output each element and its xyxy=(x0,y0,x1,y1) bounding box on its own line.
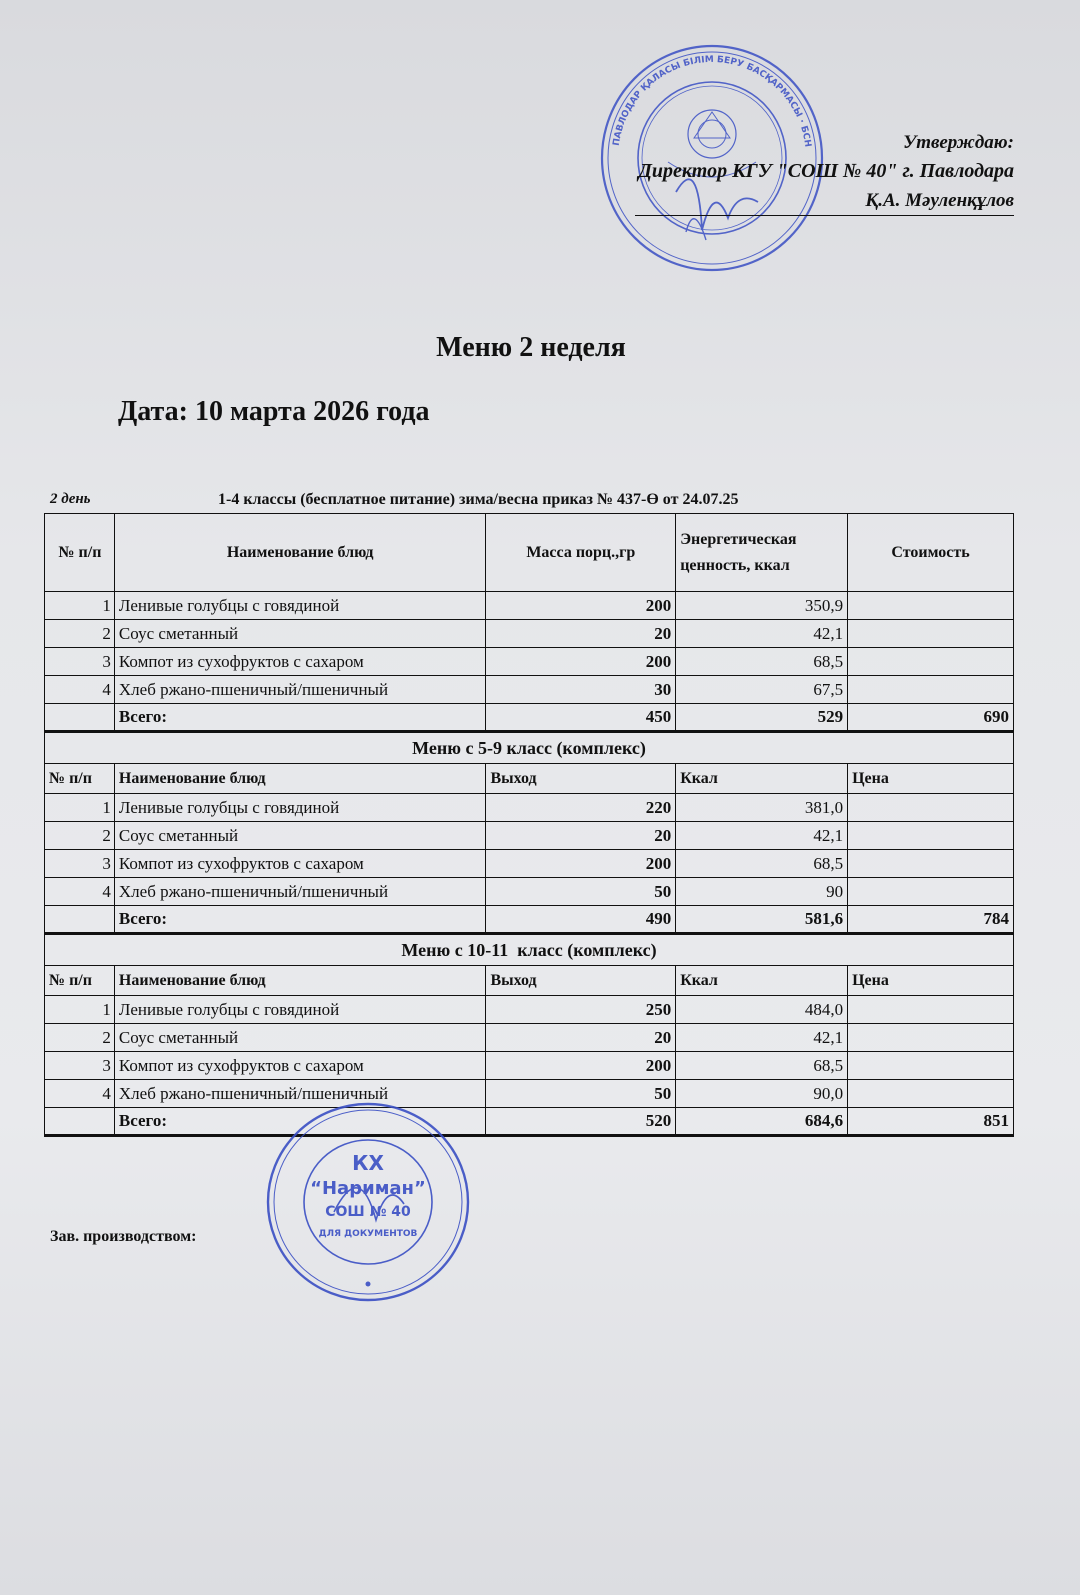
stamp-line-1: КХ xyxy=(352,1151,384,1175)
section-title: Меню с 5-9 класс (комплекс) xyxy=(45,732,1014,764)
header-cell: Энергетическая ценность, ккал xyxy=(676,514,848,592)
dish-kcal: 90,0 xyxy=(676,1080,848,1108)
header-cell: Цена xyxy=(848,764,1014,794)
dish-price xyxy=(848,620,1014,648)
dish-mass: 20 xyxy=(486,822,676,850)
stamp-text: ПАВЛОДАР ҚАЛАСЫ БІЛІМ БЕРУ БАСҚАРМАСЫ · БСН xyxy=(611,54,813,148)
dish-mass: 20 xyxy=(486,1024,676,1052)
table-row xyxy=(45,794,1014,822)
organization-stamp xyxy=(264,1100,472,1304)
approval-line-1: Утверждаю: xyxy=(903,132,1014,153)
header-cell: Ккал xyxy=(676,966,848,996)
dish-kcal: 42,1 xyxy=(676,620,848,648)
total-price: 784 xyxy=(848,906,1014,934)
header-cell: Наименование блюд xyxy=(114,966,486,996)
row-number: 2 xyxy=(45,1024,115,1052)
table-row xyxy=(45,996,1014,1024)
row-number: 3 xyxy=(45,648,115,676)
header-cell: № п/п xyxy=(45,764,115,794)
dish-price xyxy=(848,996,1014,1024)
dish-mass: 50 xyxy=(486,878,676,906)
header-cell: Выход xyxy=(486,764,676,794)
dish-kcal: 381,0 xyxy=(676,794,848,822)
header-cell: Выход xyxy=(486,966,676,996)
dish-name: Хлеб ржано-пшеничный/пшеничный xyxy=(114,1080,486,1108)
menu-date: Дата: 10 марта 2026 года xyxy=(118,396,430,427)
dish-mass: 200 xyxy=(486,592,676,620)
table-row xyxy=(45,850,1014,878)
stamp-line-4: ДЛЯ ДОКУМЕНТОВ xyxy=(318,1229,418,1239)
table-row xyxy=(45,676,1014,704)
production-manager-label: Зав. производством: xyxy=(50,1228,197,1245)
dish-price xyxy=(848,1080,1014,1108)
dish-name: Компот из сухофруктов с сахаром xyxy=(114,850,486,878)
dish-name: Ленивые голубцы с говядиной xyxy=(114,996,486,1024)
class-group-label: 1-4 классы (бесплатное питание) зима/весна приказ № 437-Ө от 24.07.25 xyxy=(218,491,739,508)
row-number: 2 xyxy=(45,822,115,850)
dish-mass: 250 xyxy=(486,996,676,1024)
total-row xyxy=(45,704,1014,732)
header-cell: Наименование блюд xyxy=(114,514,486,592)
row-number: 1 xyxy=(45,996,115,1024)
dish-kcal: 484,0 xyxy=(676,996,848,1024)
dish-mass: 20 xyxy=(486,620,676,648)
total-price: 851 xyxy=(848,1108,1014,1136)
dish-mass: 200 xyxy=(486,648,676,676)
total-price: 690 xyxy=(848,704,1014,732)
table-row xyxy=(45,1024,1014,1052)
total-kcal: 684,6 xyxy=(676,1108,848,1136)
total-row xyxy=(45,1108,1014,1136)
dish-price xyxy=(848,592,1014,620)
dish-kcal: 67,5 xyxy=(676,676,848,704)
section-title-row xyxy=(45,732,1014,764)
header-cell: Наименование блюд xyxy=(114,764,486,794)
table-row xyxy=(45,592,1014,620)
dish-price xyxy=(848,648,1014,676)
total-kcal: 529 xyxy=(676,704,848,732)
dish-kcal: 90 xyxy=(676,878,848,906)
table-row xyxy=(45,1080,1014,1108)
dish-price xyxy=(848,822,1014,850)
dish-name: Ленивые голубцы с говядиной xyxy=(114,592,486,620)
total-row xyxy=(45,906,1014,934)
dish-mass: 30 xyxy=(486,676,676,704)
dish-kcal: 68,5 xyxy=(676,850,848,878)
dish-kcal: 68,5 xyxy=(676,648,848,676)
header-cell: Цена xyxy=(848,966,1014,996)
section-title-row xyxy=(45,934,1014,966)
dish-kcal: 42,1 xyxy=(676,1024,848,1052)
dish-mass: 220 xyxy=(486,794,676,822)
row-number: 1 xyxy=(45,794,115,822)
dish-price xyxy=(848,676,1014,704)
table-row xyxy=(45,1052,1014,1080)
dish-price xyxy=(848,850,1014,878)
dish-mass: 200 xyxy=(486,850,676,878)
dish-price xyxy=(848,794,1014,822)
total-label: Всего: xyxy=(114,1108,486,1136)
total-label: Всего: xyxy=(114,906,486,934)
row-number: 3 xyxy=(45,850,115,878)
table-header-row xyxy=(45,966,1014,996)
dish-name: Соус сметанный xyxy=(114,822,486,850)
total-mass: 450 xyxy=(486,704,676,732)
dish-mass: 50 xyxy=(486,1080,676,1108)
table-row xyxy=(45,822,1014,850)
total-label: Всего: xyxy=(114,704,486,732)
dish-name: Ленивые голубцы с говядиной xyxy=(114,794,486,822)
table-row xyxy=(45,878,1014,906)
dish-name: Компот из сухофруктов с сахаром xyxy=(114,1052,486,1080)
total-mass: 520 xyxy=(486,1108,676,1136)
dish-price xyxy=(848,1024,1014,1052)
header-cell: № п/п xyxy=(45,514,115,592)
day-label: 2 день xyxy=(50,491,91,507)
table-row xyxy=(45,648,1014,676)
dish-price xyxy=(848,878,1014,906)
dish-kcal: 42,1 xyxy=(676,822,848,850)
menu-table xyxy=(44,513,1014,1137)
page-title: Меню 2 неделя xyxy=(436,332,626,363)
dish-mass: 200 xyxy=(486,1052,676,1080)
table-header-row xyxy=(45,764,1014,794)
row-number: 4 xyxy=(45,878,115,906)
approval-block xyxy=(635,128,1014,216)
dish-name: Хлеб ржано-пшеничный/пшеничный xyxy=(114,878,486,906)
approval-signature-line xyxy=(635,186,1014,216)
dish-name: Компот из сухофруктов с сахаром xyxy=(114,648,486,676)
dish-kcal: 68,5 xyxy=(676,1052,848,1080)
dish-price xyxy=(848,1052,1014,1080)
row-number: 1 xyxy=(45,592,115,620)
row-number: 4 xyxy=(45,1080,115,1108)
stamp-line-2: “Нариман” xyxy=(310,1178,426,1199)
table-row xyxy=(45,620,1014,648)
dish-name: Хлеб ржано-пшеничный/пшеничный xyxy=(114,676,486,704)
header-cell: Стоимость xyxy=(848,514,1014,592)
header-cell: № п/п xyxy=(45,966,115,996)
total-mass: 490 xyxy=(486,906,676,934)
approval-director: Директор КГУ "СОШ № 40" г. Павлодара xyxy=(638,160,1014,182)
approval-director-name: Қ.А. Мәуленқұлов xyxy=(865,190,1014,211)
dish-name: Соус сметанный xyxy=(114,620,486,648)
stamp-line-3: СОШ № 40 xyxy=(325,1204,411,1220)
row-number: 3 xyxy=(45,1052,115,1080)
dish-kcal: 350,9 xyxy=(676,592,848,620)
header-cell: Ккал xyxy=(676,764,848,794)
total-kcal: 581,6 xyxy=(676,906,848,934)
dish-name: Соус сметанный xyxy=(114,1024,486,1052)
row-number: 2 xyxy=(45,620,115,648)
row-number: 4 xyxy=(45,676,115,704)
section-title: Меню с 10-11 класс (комплекс) xyxy=(45,934,1014,966)
table-header-row xyxy=(45,514,1014,592)
header-cell: Масса порц.,гр xyxy=(486,514,676,592)
